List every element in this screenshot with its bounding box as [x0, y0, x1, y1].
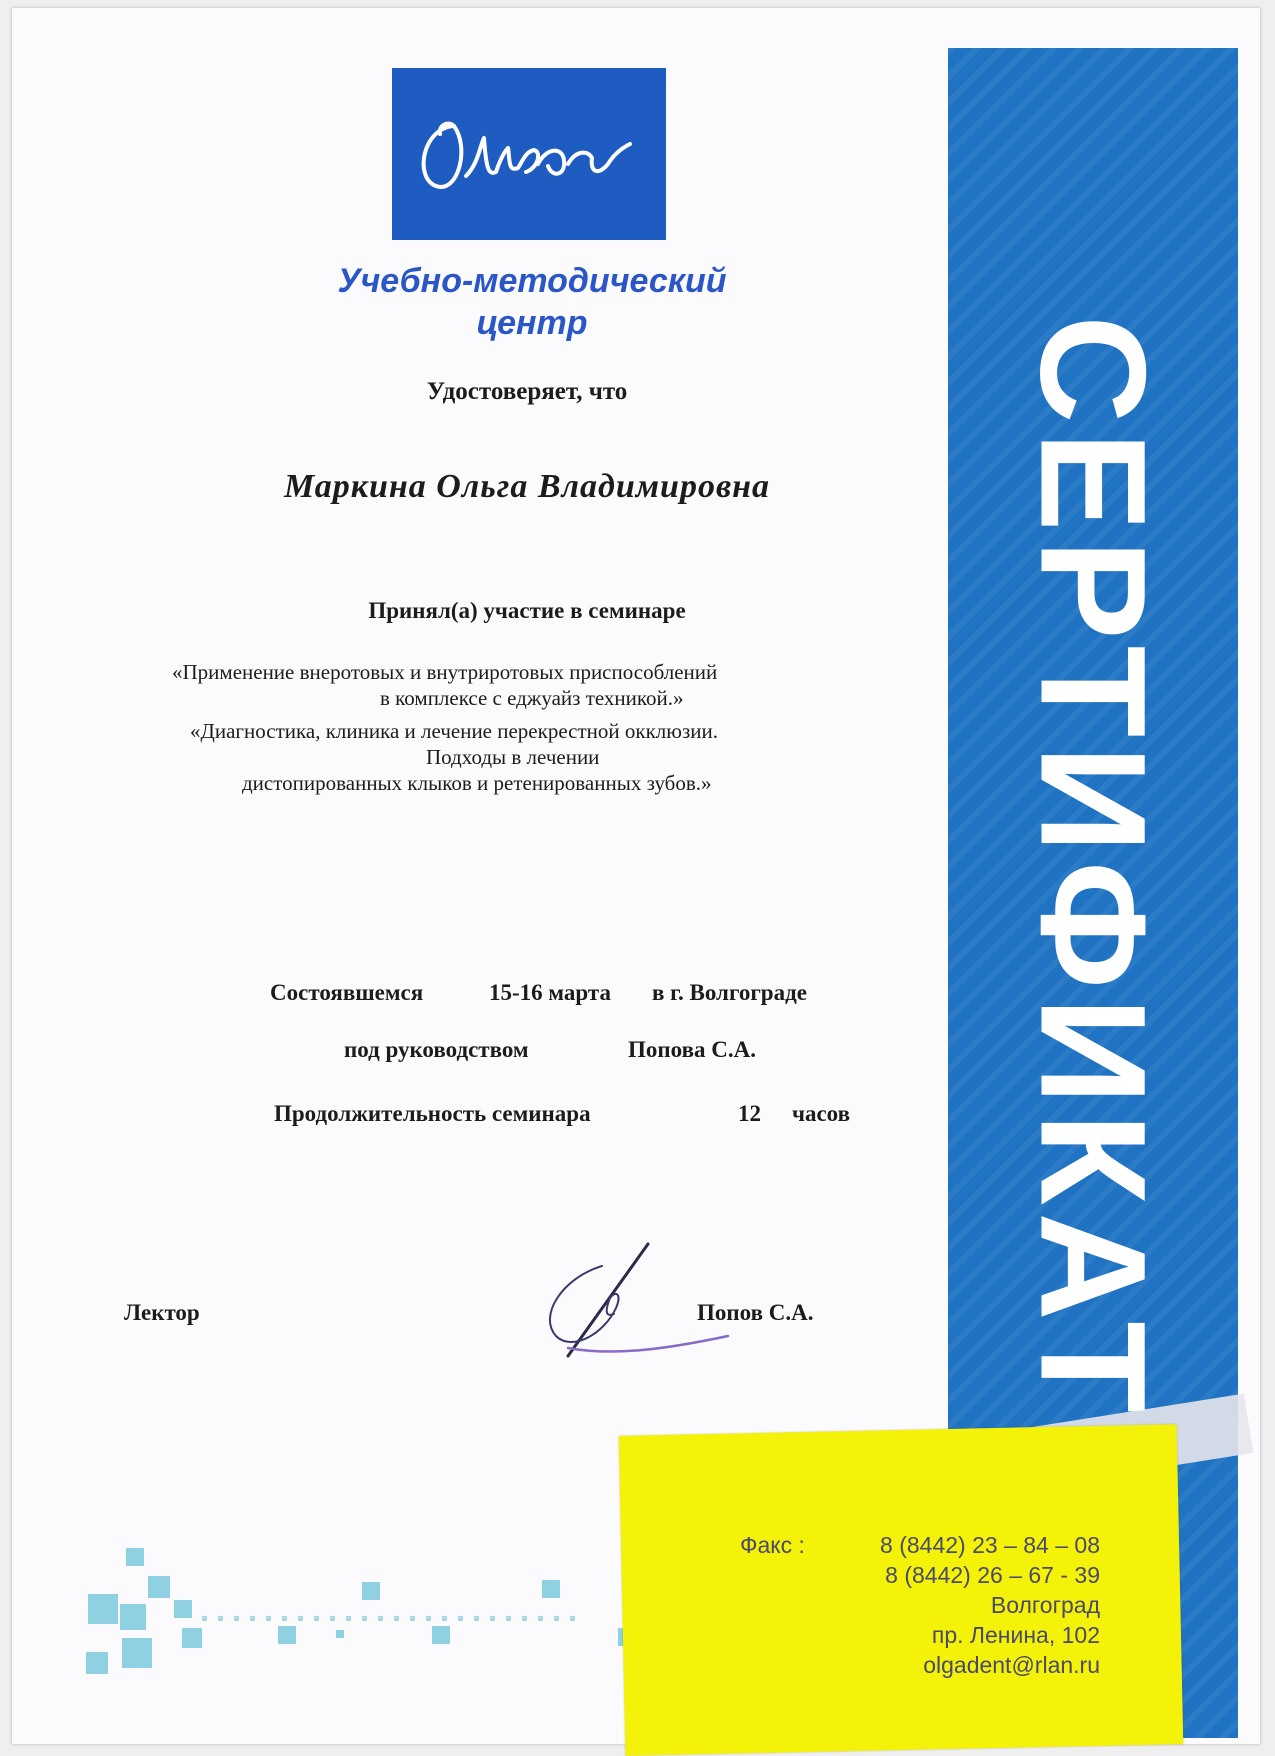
- logo: [392, 68, 666, 240]
- duration-value: 12: [738, 1101, 761, 1126]
- logo-wordmark-icon: [392, 68, 666, 240]
- fax-label: Факс :: [740, 1532, 805, 1558]
- lead-label: под руководством: [344, 1037, 529, 1062]
- contact-email: olgadent@rlan.ru: [923, 1652, 1100, 1678]
- seminar-topic-line: дистопированных клыков и ретенированных зубов.»: [242, 771, 712, 795]
- center-title-line1: Учебно-методический: [337, 262, 727, 300]
- contact-sticker: [619, 1424, 1184, 1756]
- duration-unit: часов: [792, 1101, 851, 1126]
- certifies-text: Удостоверяет, что: [426, 378, 628, 405]
- participation-text: Принял(а) участие в семинаре: [368, 598, 686, 623]
- seminar-topic-line: Подходы в лечении: [426, 745, 600, 769]
- pixel-squares-decor: [82, 1548, 642, 1698]
- duration-label: Продолжительность семинара: [274, 1101, 591, 1126]
- held-city: в г. Волгограде: [652, 980, 807, 1005]
- held-date: 15-16 марта: [489, 980, 611, 1005]
- contact-address: пр. Ленина, 102: [931, 1622, 1100, 1648]
- seminar-topic-line: «Диагностика, клиника и лечение перекрестной окклюзии.: [190, 719, 718, 743]
- held-label: Состоявшемся: [270, 980, 424, 1005]
- center-title: [212, 260, 852, 344]
- lecturer-label: Лектор: [124, 1300, 200, 1325]
- seminar-topic-line: «Применение внеротовых и внутриротовых приспособлений: [172, 660, 718, 684]
- lecturer-name: Попов С.А.: [697, 1300, 814, 1325]
- recipient-name: Маркина Ольга Владимировна: [283, 468, 771, 505]
- contact-city: Волгоград: [990, 1592, 1100, 1618]
- center-title-line2: центр: [476, 304, 588, 342]
- fax-number-2: 8 (8442) 26 – 67 - 39: [885, 1562, 1100, 1588]
- lead-name: Попова С.А.: [628, 1037, 756, 1062]
- ribbon-title: СЕРТИФИКАТ: [1009, 315, 1178, 1421]
- fax-number-1: 8 (8442) 23 – 84 – 08: [880, 1532, 1100, 1558]
- seminar-topic-line: в комплексе с еджуайз техникой.»: [380, 686, 684, 710]
